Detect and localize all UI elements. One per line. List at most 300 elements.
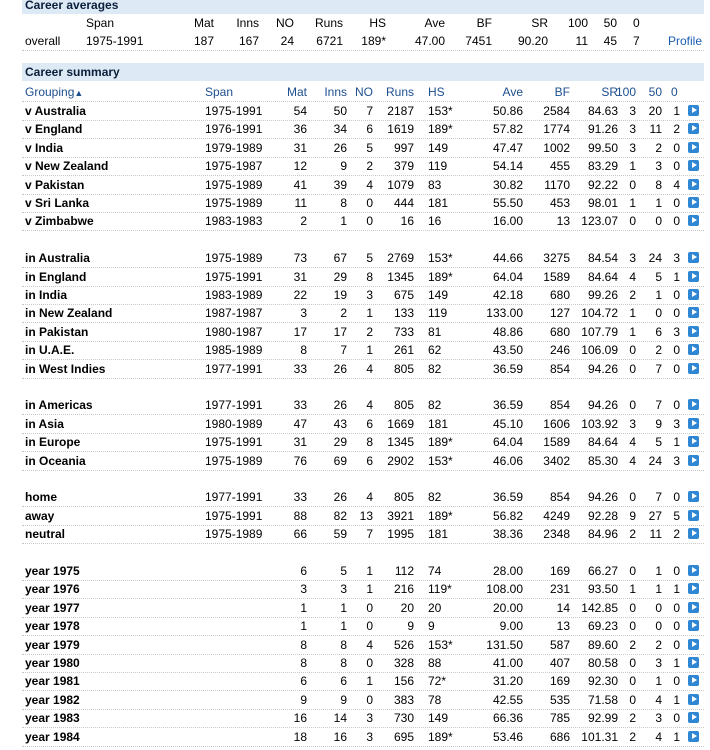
cell-sr: 93.50	[587, 582, 618, 597]
expand-arrow-icon[interactable]	[688, 179, 699, 190]
header-hs: HS	[369, 16, 386, 30]
cell-sr: 92.99	[587, 711, 618, 726]
cell-mat: 88	[293, 508, 307, 523]
cell-hs: 189*	[428, 122, 453, 137]
cell-no: 7	[366, 104, 373, 118]
cell-ave: 131.50	[486, 637, 523, 652]
cell-inns: 1	[340, 600, 347, 615]
cell-bf: 854	[549, 490, 570, 505]
cell-h100: 2	[629, 288, 636, 302]
expand-arrow-icon[interactable]	[688, 418, 699, 429]
cell-runs: 133	[393, 306, 414, 321]
cell-sr: 107.79	[581, 324, 618, 339]
row-label: overall	[25, 34, 61, 48]
cell-inns: 59	[333, 527, 347, 542]
cell-h0: 2	[673, 527, 680, 542]
cell-runs: 3921	[387, 508, 414, 523]
cell-inns: 3	[340, 582, 347, 597]
header-ave: Ave	[424, 16, 445, 30]
cell-ave: 28.00	[492, 564, 523, 578]
cell-h50: 0	[655, 619, 662, 634]
cell-sr: 94.26	[587, 398, 618, 413]
cell-mat: 17	[293, 324, 307, 339]
cell-hs: 189*	[428, 729, 453, 744]
cell-hs: 149	[428, 288, 449, 302]
cell-h0: 0	[673, 674, 680, 689]
cell-h0: 1	[673, 582, 680, 597]
summary-row	[22, 507, 704, 526]
row-label: year 1984	[25, 729, 80, 744]
cell-hs: 153*	[428, 251, 453, 266]
cell-hs: 119	[428, 159, 448, 174]
cell-runs: 20	[400, 600, 414, 615]
header-50: 50	[648, 85, 662, 99]
cell-ave: 47.00	[414, 34, 445, 48]
cell-h0: 0	[673, 361, 680, 376]
career-summary-header-row	[22, 83, 704, 102]
expand-arrow-icon[interactable]	[688, 657, 699, 668]
cell-sr: 84.64	[587, 435, 618, 450]
cell-mat: 6	[300, 564, 307, 578]
cell-h0: 0	[673, 159, 680, 174]
expand-arrow-icon[interactable]	[688, 160, 699, 171]
cell-hs: 149	[428, 711, 449, 726]
summary-row	[22, 415, 704, 434]
cell-h0: 0	[673, 288, 680, 302]
cell-bf: 587	[549, 637, 570, 652]
row-label: v Sri Lanka	[25, 196, 90, 210]
cell-span: 1975-1991	[205, 269, 263, 284]
cell-span: 1977-1991	[205, 361, 263, 376]
cell-inns: 82	[333, 508, 347, 523]
cell-no: 3	[366, 288, 373, 302]
header-0: 0	[671, 85, 678, 99]
cell-sr: 106.09	[581, 343, 618, 358]
expand-arrow-icon[interactable]	[688, 491, 699, 502]
summary-row	[22, 580, 704, 599]
summary-row	[22, 120, 704, 139]
cell-span: 1977-1991	[205, 490, 263, 505]
cell-hs: 189*	[361, 34, 386, 48]
cell-runs: 444	[393, 196, 414, 210]
row-label: v India	[25, 140, 64, 155]
row-label: year 1977	[25, 600, 80, 615]
cell-hs: 82	[428, 398, 442, 413]
cell-ave: 41.00	[492, 656, 523, 670]
cell-h50: 3	[655, 159, 662, 174]
cell-ave: 38.36	[492, 527, 523, 542]
header-bf: BF	[554, 85, 570, 99]
cell-ave: 50.86	[492, 104, 523, 118]
cell-h50: 6	[655, 324, 662, 339]
cell-ave: 44.66	[492, 251, 523, 266]
expand-arrow-icon[interactable]	[688, 105, 699, 116]
cell-runs: 383	[393, 692, 414, 707]
row-label: v Australia	[25, 104, 86, 118]
cell-no: 24	[280, 34, 294, 48]
cell-runs: 9	[407, 619, 414, 634]
header-grouping: Grouping	[25, 85, 75, 99]
cell-ave: 47.47	[492, 140, 523, 155]
cell-mat: 76	[293, 453, 307, 468]
cell-bf: 854	[549, 398, 570, 413]
cell-bf: 231	[549, 582, 570, 597]
cell-runs: 2769	[387, 251, 414, 266]
cell-runs: 328	[393, 656, 414, 670]
cell-h0: 5	[673, 508, 680, 523]
cell-hs: 72*	[428, 674, 447, 689]
header-mat: Mat	[193, 16, 214, 30]
cell-mat: 9	[300, 692, 307, 707]
cell-mat: 33	[293, 490, 307, 505]
cell-mat: 54	[293, 104, 307, 118]
cell-inns: 19	[333, 288, 347, 302]
cell-inns: 16	[333, 729, 347, 744]
cell-h100: 0	[629, 177, 636, 192]
row-label: year 1981	[25, 674, 80, 689]
expand-arrow-icon[interactable]	[688, 271, 699, 282]
cell-h50: 1	[655, 674, 662, 689]
row-label: in England	[25, 269, 87, 284]
summary-row	[22, 176, 704, 195]
header-no: NO	[276, 16, 294, 30]
cell-hs: 181	[428, 196, 449, 210]
cell-bf: 680	[549, 288, 570, 302]
cell-bf: 407	[549, 656, 570, 670]
cell-sr: 84.63	[587, 104, 618, 118]
cell-span: 1985-1989	[205, 343, 263, 358]
cell-mat: 8	[300, 637, 307, 652]
cell-ave: 66.36	[492, 711, 523, 726]
cell-h50: 7	[655, 490, 662, 505]
expand-arrow-icon[interactable]	[688, 620, 699, 631]
expand-arrow-icon[interactable]	[688, 712, 699, 723]
cell-no: 2	[366, 324, 373, 339]
cell-h100: 2	[629, 637, 636, 652]
cell-runs: 805	[393, 490, 414, 505]
cell-span: 1975-1989	[205, 527, 263, 542]
cell-runs: 156	[393, 674, 414, 689]
cell-ave: 53.46	[492, 729, 523, 744]
expand-arrow-icon[interactable]	[688, 436, 699, 447]
cell-inns: 9	[340, 159, 347, 174]
cell-span: 1980-1989	[205, 416, 263, 431]
cell-ave: 57.82	[492, 122, 523, 137]
expand-arrow-icon[interactable]	[688, 639, 699, 650]
cell-h100: 3	[629, 251, 636, 266]
cell-h50: 1	[655, 564, 662, 578]
cell-mat: 31	[293, 140, 307, 155]
cell-sr: 80.58	[587, 656, 618, 670]
cell-inns: 8	[340, 196, 347, 210]
cell-h0: 4	[673, 177, 680, 192]
expand-arrow-icon[interactable]	[688, 197, 699, 208]
cell-h50: 5	[655, 269, 662, 284]
expand-arrow-icon[interactable]	[688, 455, 699, 466]
cell-h0: 3	[673, 324, 680, 339]
expand-arrow-icon[interactable]	[688, 252, 699, 263]
cell-span: 1975-1991	[205, 104, 263, 118]
cell-ave: 42.55	[492, 692, 523, 707]
cell-bf: 1589	[543, 435, 570, 450]
cell-runs: 675	[393, 288, 414, 302]
row-label: v New Zealand	[25, 159, 109, 174]
cell-bf: 4249	[543, 508, 570, 523]
cell-no: 4	[366, 637, 373, 652]
cell-hs: 88	[428, 656, 442, 670]
cell-bf: 127	[549, 306, 570, 321]
summary-row	[22, 249, 704, 268]
expand-arrow-icon[interactable]	[688, 289, 699, 300]
expand-arrow-icon[interactable]	[688, 731, 699, 742]
cell-no: 0	[366, 196, 373, 210]
cell-sr: 91.26	[587, 122, 618, 137]
summary-row	[22, 157, 704, 176]
header-ave: Ave	[502, 85, 523, 99]
cell-ave: 45.10	[492, 416, 523, 431]
cell-h100: 0	[629, 361, 636, 376]
expand-arrow-icon[interactable]	[688, 363, 699, 374]
header-span: Span	[205, 85, 234, 99]
cell-no: 4	[366, 177, 373, 192]
cell-inns: 29	[333, 269, 347, 284]
cell-ave: 36.59	[492, 490, 523, 505]
cell-hs: 189*	[428, 269, 453, 284]
summary-row	[22, 672, 704, 691]
cell-h0: 1	[673, 692, 680, 707]
expand-arrow-icon[interactable]	[688, 694, 699, 705]
cell-h0: 0	[673, 214, 680, 229]
row-label: year 1983	[25, 711, 80, 726]
cell-span: 1975-1989	[205, 251, 263, 266]
cell-inns: 7	[340, 343, 347, 358]
cell-h50: 2	[655, 140, 662, 155]
summary-row	[22, 323, 704, 342]
cell-span: 1975-1989	[205, 196, 263, 210]
cell-h0: 1	[673, 729, 680, 744]
profile-link[interactable]: Profile	[668, 34, 703, 48]
cell-h0: 0	[673, 600, 680, 615]
cell-runs: 216	[393, 582, 414, 597]
expand-arrow-icon[interactable]	[688, 344, 699, 355]
summary-row	[22, 268, 704, 287]
expand-arrow-icon[interactable]	[688, 675, 699, 686]
expand-arrow-icon[interactable]	[688, 307, 699, 318]
cell-h50: 4	[655, 729, 662, 744]
cell-h50: 1	[655, 288, 662, 302]
cell-h100: 0	[629, 600, 636, 615]
cell-h100: 9	[629, 508, 636, 523]
cell-mat: 73	[293, 251, 307, 266]
cell-h0: 0	[673, 564, 680, 578]
cell-ave: 9.00	[499, 619, 523, 634]
row-label: v England	[25, 122, 83, 137]
header-0: 0	[633, 16, 640, 30]
row-label: v Pakistan	[25, 177, 85, 192]
cell-sr: 90.20	[517, 34, 548, 48]
cell-no: 6	[366, 122, 373, 137]
cell-h100: 0	[629, 692, 636, 707]
header-hs: HS	[428, 85, 445, 99]
cell-h0: 2	[673, 122, 680, 137]
cell-sr: 94.26	[587, 490, 618, 505]
cell-inns: 9	[340, 692, 347, 707]
cell-inns: 69	[333, 453, 347, 468]
career-averages-title: Career averages	[22, 0, 704, 14]
cell-bf: 1170	[544, 177, 570, 192]
cell-bf: 14	[556, 600, 570, 615]
cell-h100: 3	[629, 104, 636, 118]
row-label: in Americas	[25, 398, 93, 413]
cell-no: 4	[366, 361, 373, 376]
summary-row	[22, 212, 704, 231]
cell-h50: 8	[655, 177, 662, 192]
cell-hs: 78	[428, 692, 442, 707]
cell-h50: 0	[655, 214, 662, 229]
summary-row	[22, 194, 704, 213]
cell-span: 1983-1989	[205, 288, 263, 302]
cell-ave: 46.06	[492, 453, 523, 468]
expand-arrow-icon[interactable]	[688, 510, 699, 521]
cell-no: 8	[366, 269, 373, 284]
cell-runs: 805	[393, 361, 414, 376]
summary-row	[22, 360, 704, 379]
cell-runs: 1669	[387, 416, 414, 431]
cell-mat: 12	[293, 159, 307, 174]
cell-ave: 64.04	[492, 269, 523, 284]
cell-h100: 2	[629, 527, 636, 542]
cell-sr: 84.64	[587, 269, 618, 284]
cell-sr: 85.30	[587, 453, 618, 468]
cell-inns: 34	[333, 122, 347, 137]
cell-h50: 2	[655, 637, 662, 652]
summary-row	[22, 396, 704, 415]
cell-no: 6	[366, 453, 373, 468]
cell-hs: 119	[428, 306, 448, 321]
cell-inns: 8	[340, 656, 347, 670]
cell-runs: 1995	[387, 527, 414, 542]
cell-no: 2	[366, 159, 373, 174]
cell-ave: 31.20	[492, 674, 523, 689]
cell-mat: 16	[293, 711, 307, 726]
expand-arrow-icon[interactable]	[688, 602, 699, 613]
cell-hs: 82	[428, 361, 442, 376]
cell-hs: 16	[428, 214, 442, 229]
cell-span: 1977-1991	[205, 398, 263, 413]
cell-runs: 16	[400, 214, 414, 229]
cell-0: 7	[633, 34, 640, 48]
row-label: year 1982	[25, 692, 80, 707]
cell-h0: 0	[673, 637, 680, 652]
expand-arrow-icon[interactable]	[688, 326, 699, 337]
cell-bf: 854	[549, 361, 570, 376]
cell-h50: 3	[655, 656, 662, 670]
cell-sr: 71.58	[587, 692, 618, 707]
expand-arrow-icon[interactable]	[688, 215, 699, 226]
header-mat: Mat	[286, 85, 307, 99]
cell-mat: 47	[293, 416, 307, 431]
cell-ave: 55.50	[492, 196, 523, 210]
expand-arrow-icon[interactable]	[688, 123, 699, 134]
cell-sr: 98.01	[587, 196, 618, 210]
cell-h0: 0	[673, 140, 680, 155]
cell-inns: 67	[333, 251, 347, 266]
cell-bf: 2348	[543, 527, 570, 542]
cell-sr: 92.28	[587, 508, 618, 523]
expand-arrow-icon[interactable]	[688, 142, 699, 153]
cell-span: 1975-1987	[205, 159, 263, 174]
cell-h100: 4	[629, 435, 636, 450]
cell-mat: 31	[293, 435, 307, 450]
summary-row	[22, 341, 704, 360]
summary-row	[22, 452, 704, 471]
career-averages-overall-row	[22, 32, 704, 51]
cell-span: 1975-1989	[205, 453, 263, 468]
cell-h100: 1	[629, 306, 636, 321]
cell-h0: 3	[673, 251, 680, 266]
cell-h50: 20	[648, 104, 662, 118]
cell-ave: 54.14	[492, 159, 523, 174]
cell-h0: 1	[673, 656, 680, 670]
cell-h50: 11	[649, 527, 662, 542]
cell-mat: 2	[300, 214, 307, 229]
expand-arrow-icon[interactable]	[688, 528, 699, 539]
cell-sr: 99.50	[587, 140, 618, 155]
cell-sr: 123.07	[581, 214, 618, 229]
row-label: year 1976	[25, 582, 80, 597]
cell-no: 4	[366, 398, 373, 413]
cell-runs: 261	[393, 343, 414, 358]
expand-arrow-icon[interactable]	[688, 583, 699, 594]
cell-h50: 24	[648, 453, 662, 468]
cell-no: 1	[366, 674, 373, 689]
cell-inns: 29	[333, 435, 347, 450]
expand-arrow-icon[interactable]	[688, 399, 699, 410]
cell-inns: 26	[333, 398, 347, 413]
row-label: away	[25, 508, 55, 523]
cell-runs: 526	[393, 637, 414, 652]
cell-h50: 7	[655, 361, 662, 376]
row-label: year 1975	[25, 564, 80, 578]
cell-inns: 167	[238, 34, 259, 48]
summary-row	[22, 691, 704, 710]
header-100: 100	[615, 85, 636, 99]
cell-h100: 0	[629, 564, 636, 578]
cell-sr: 142.85	[581, 600, 618, 615]
cell-ave: 20.00	[492, 600, 523, 615]
expand-arrow-icon[interactable]	[688, 565, 699, 576]
cell-runs: 1619	[387, 122, 414, 137]
cell-no: 0	[366, 214, 373, 229]
cell-runs: 695	[393, 729, 414, 744]
cell-h0: 0	[673, 306, 680, 321]
summary-row	[22, 433, 704, 452]
cell-bf: 535	[549, 692, 570, 707]
grouping-sort-header[interactable]	[25, 83, 83, 102]
cell-span: 1975-1991	[205, 435, 263, 450]
cell-h100: 0	[629, 656, 636, 670]
cell-sr: 84.96	[587, 527, 618, 542]
cell-mat: 33	[293, 361, 307, 376]
cell-runs: 1079	[387, 177, 414, 192]
cell-h50: 4	[655, 692, 662, 707]
cell-hs: 153*	[428, 637, 453, 652]
cell-mat: 33	[293, 398, 307, 413]
cell-inns: 2	[340, 306, 347, 321]
cell-runs: 997	[393, 140, 414, 155]
row-label: v Zimbabwe	[25, 214, 94, 229]
cell-sr: 92.22	[587, 177, 618, 192]
